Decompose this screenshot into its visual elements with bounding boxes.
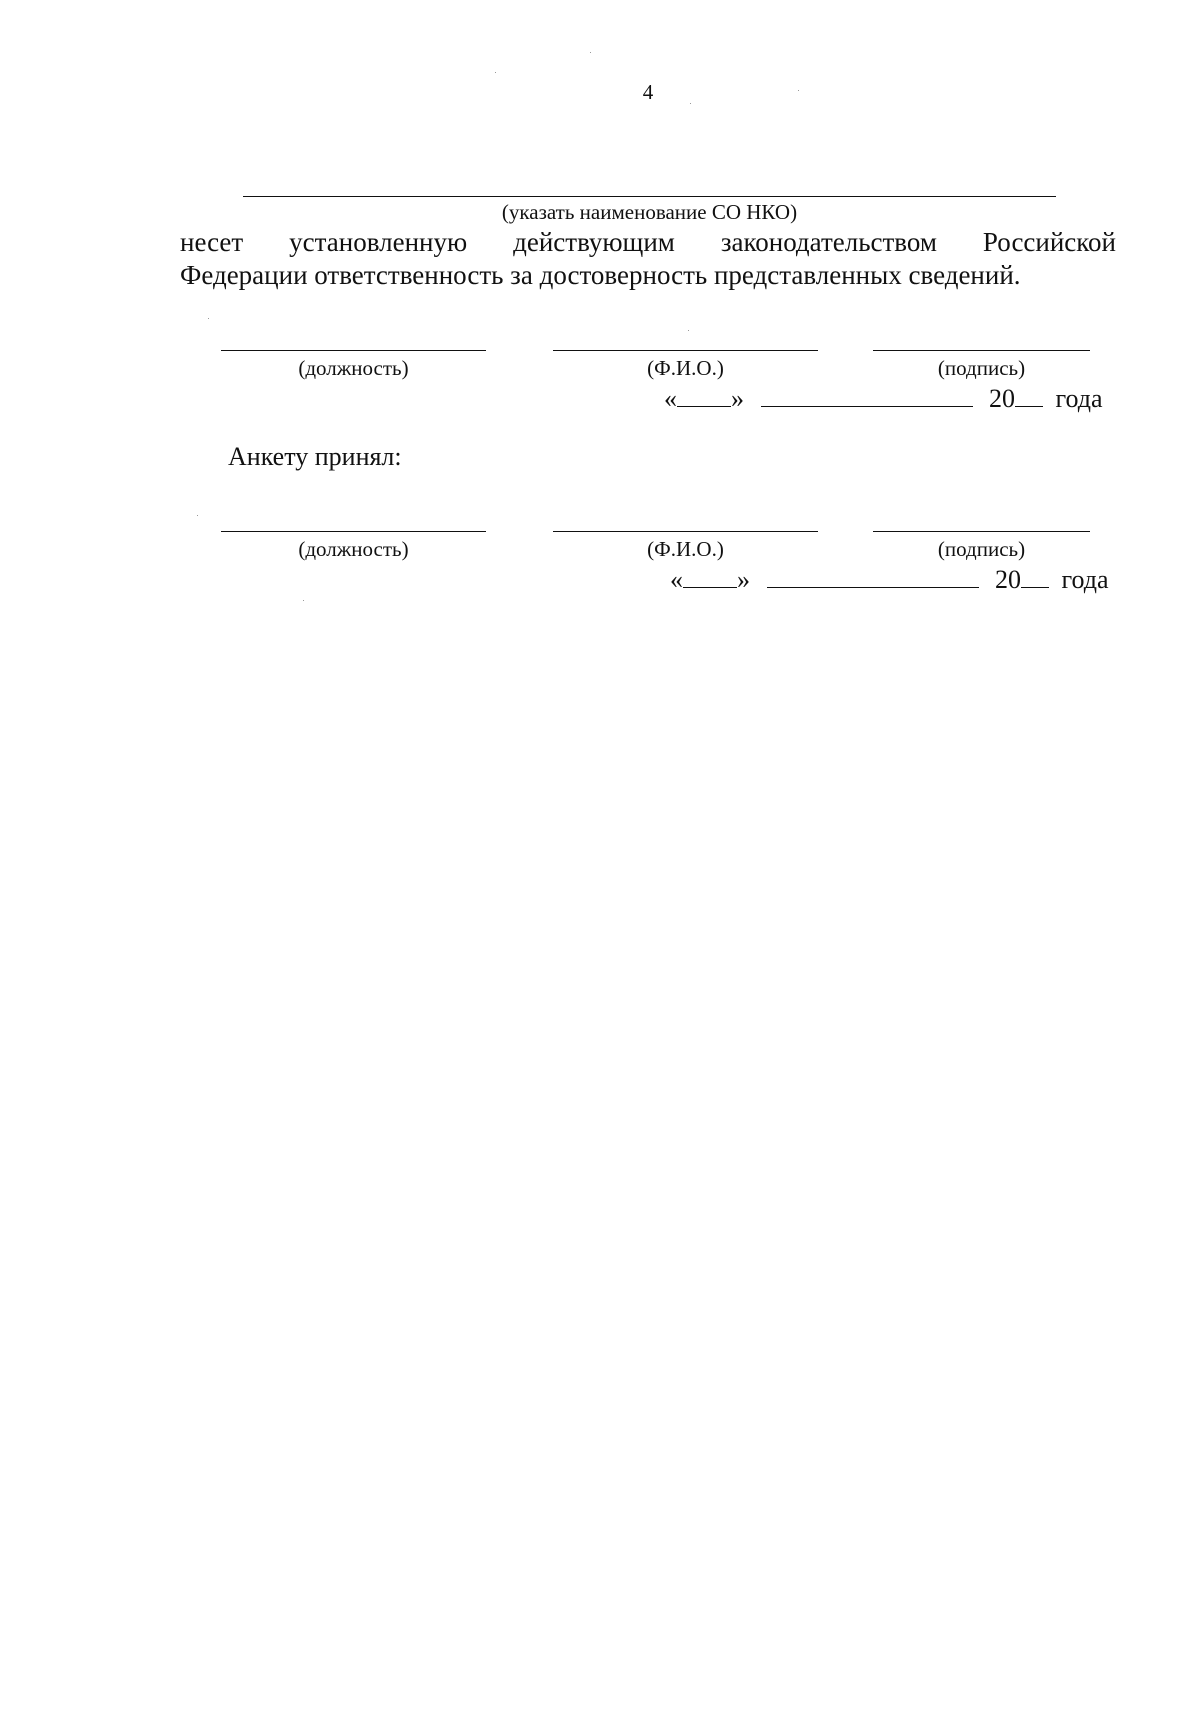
paragraph-line-1 — [180, 227, 1116, 258]
close-quote: » — [737, 565, 750, 594]
name-line-1 — [553, 350, 818, 351]
paragraph-word: несет — [180, 227, 244, 257]
org-name-line — [243, 196, 1056, 197]
scan-speck — [690, 103, 691, 104]
scan-speck — [495, 72, 496, 73]
day-blank — [683, 567, 737, 588]
scan-speck — [798, 90, 799, 91]
paragraph-word: установленную — [289, 227, 468, 257]
scan-speck — [688, 330, 689, 331]
paragraph-word: Российской — [982, 227, 1116, 257]
position-caption-2: (должность) — [298, 537, 409, 561]
signature-caption-1: (подпись) — [937, 356, 1026, 380]
name-line-2 — [553, 531, 818, 532]
signature-caption-2: (подпись) — [937, 537, 1026, 561]
page-number: 4 — [642, 80, 654, 104]
date-row-1 — [664, 384, 1103, 414]
year-blank — [1015, 386, 1043, 407]
signature-line-2 — [873, 531, 1090, 532]
paragraph-word: законодательством — [720, 227, 937, 257]
close-quote: » — [731, 384, 744, 413]
position-line-1 — [221, 350, 486, 351]
month-blank — [767, 567, 979, 588]
year-word: года — [1055, 384, 1103, 413]
year-prefix: 20 — [995, 565, 1021, 594]
name-caption-2: (Ф.И.О.) — [647, 537, 724, 561]
year-blank — [1021, 567, 1049, 588]
scan-speck — [590, 52, 591, 53]
scan-speck — [197, 515, 198, 516]
name-caption-1: (Ф.И.О.) — [647, 356, 724, 380]
received-heading: Анкету принял: — [228, 442, 402, 471]
day-blank — [677, 386, 731, 407]
open-quote: « — [664, 384, 677, 413]
paragraph-line-2: Федерации ответственность за достоверность представленных сведений. — [180, 260, 1021, 290]
date-row-2 — [670, 565, 1109, 595]
position-caption-1: (должность) — [298, 356, 409, 380]
year-prefix: 20 — [989, 384, 1015, 413]
scan-speck — [303, 600, 304, 601]
year-word: года — [1061, 565, 1109, 594]
paragraph-word: действующим — [513, 227, 675, 257]
signature-line-1 — [873, 350, 1090, 351]
scan-speck — [208, 318, 209, 319]
open-quote: « — [670, 565, 683, 594]
position-line-2 — [221, 531, 486, 532]
org-name-caption: (указать наименование СО НКО) — [501, 200, 798, 224]
month-blank — [761, 386, 973, 407]
